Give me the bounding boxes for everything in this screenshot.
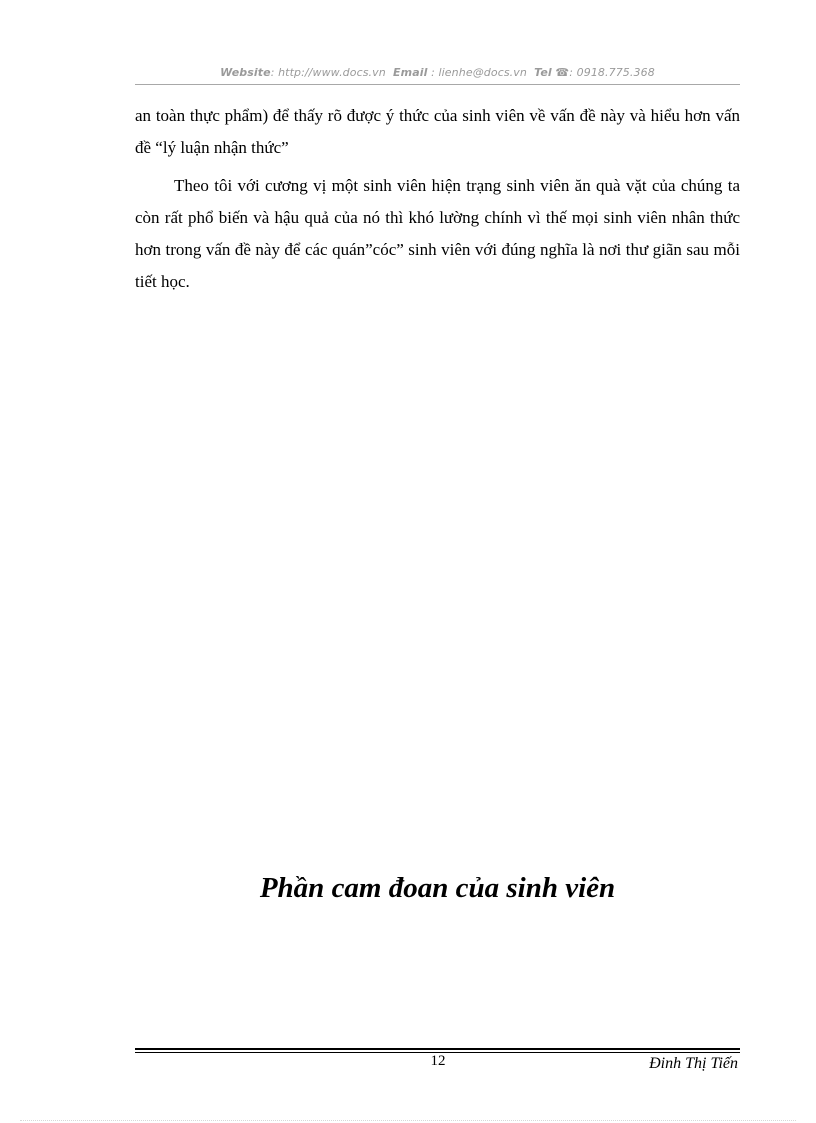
section-title: Phần cam đoan của sinh viên (259, 872, 616, 904)
email-value: : lienhe@docs.vn (427, 66, 527, 79)
page-header (135, 66, 740, 79)
phone-icon: ☎ (555, 66, 570, 79)
header-divider (135, 84, 740, 85)
footer-divider-thick (135, 1048, 740, 1050)
website-value: : http://www.docs.vn (270, 66, 386, 79)
document-body (135, 100, 740, 304)
paragraph-continuation: an toàn thực phẩm) để thấy rõ được ý thức của sinh viên về vấn đề này và hiểu hơn vấn đề “lý luận nhận thức” (135, 106, 740, 157)
tel-label: Tel (534, 66, 552, 79)
website-label: Website (220, 66, 271, 79)
paragraph-conclusion: Theo tôi với cương vị một sinh viên hiện trạng sinh viên ăn quà vặt của chúng ta còn rất phổ biến và hậu quả của nó thì khó lường chính vì thế mọi sinh viên nhân thức hơn trong vấn đề này để các quán”cóc” sinh viên với đúng nghĩa là nơi thư giãn sau mỗi tiết học. (135, 176, 740, 291)
tel-value: : 0918.775.368 (569, 66, 655, 79)
email-label: Email (393, 66, 428, 79)
footer-author: Đinh Thị Tiến (649, 1055, 738, 1072)
page-edge (20, 1120, 796, 1121)
page-number: 12 (430, 1053, 446, 1069)
